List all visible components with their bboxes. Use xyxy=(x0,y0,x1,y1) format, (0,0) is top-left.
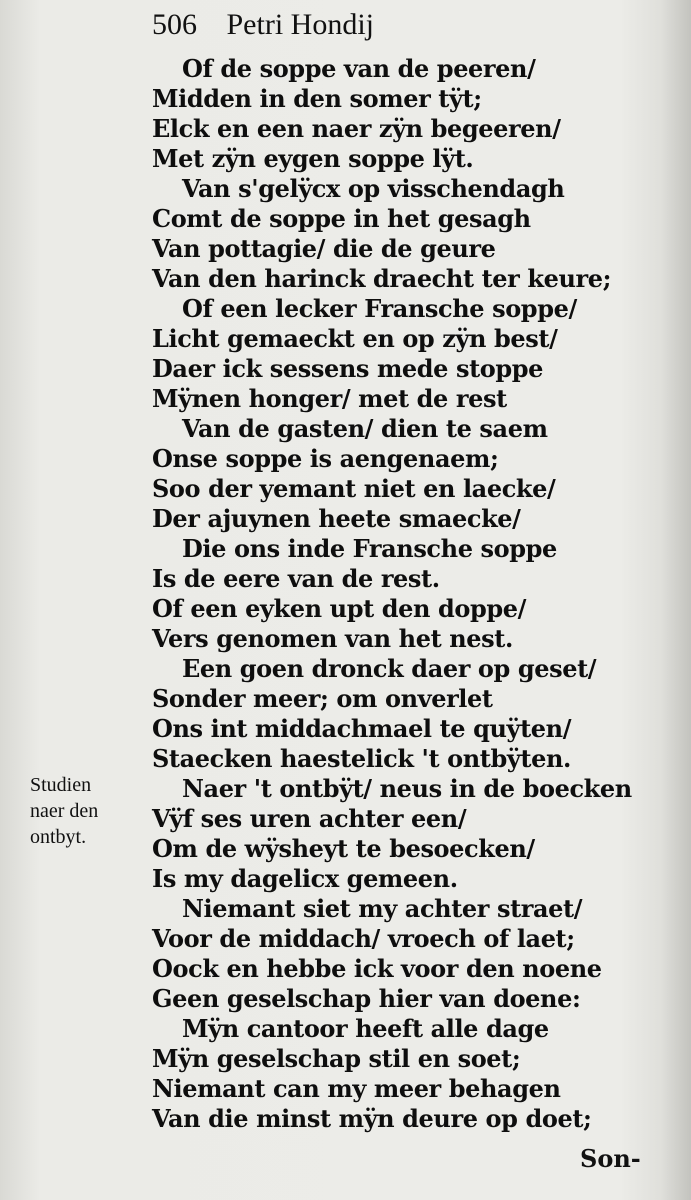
poem-line: Midden in den somer tÿt; xyxy=(152,84,482,113)
poem-line: Die ons inde Fransche soppe xyxy=(182,534,557,563)
poem-line: Staecken haestelick 't ontbÿten. xyxy=(152,744,571,773)
poem-line: Mÿnen honger/ met de rest xyxy=(152,384,507,413)
poem-line: Vers genomen van het nest. xyxy=(152,624,513,653)
poem-line: Voor de middach/ vroech of laet; xyxy=(152,924,575,953)
poem-line: Comt de soppe in het gesagh xyxy=(152,204,531,233)
poem-line: Vÿf ses uren achter een/ xyxy=(152,804,467,833)
poem-line: Ons int middachmael te quÿten/ xyxy=(152,714,572,743)
running-title: Petri Hondij xyxy=(226,8,374,41)
poem-line: Niemant can my meer behagen xyxy=(152,1074,561,1103)
page-header xyxy=(152,8,374,46)
poem-line: Of een lecker Fransche soppe/ xyxy=(182,294,577,323)
poem-line: Mÿn cantoor heeft alle dage xyxy=(182,1014,549,1043)
catchword: Son- xyxy=(580,1144,641,1173)
poem-line: Of de soppe van de peeren/ xyxy=(182,54,536,83)
poem-line: Elck en een naer zÿn begeeren/ xyxy=(152,114,561,143)
poem-line: Is de eere van de rest. xyxy=(152,564,440,593)
poem-line: Is my dagelicx gemeen. xyxy=(152,864,458,893)
poem-line: Met zÿn eygen soppe lÿt. xyxy=(152,144,474,173)
poem-line: Een goen dronck daer op geset/ xyxy=(182,654,597,683)
margin-note-line: ontbyt. xyxy=(30,826,87,848)
poem-line: Oock en hebbe ick voor den noene xyxy=(152,954,602,983)
poem-line: Daer ick sessens mede stoppe xyxy=(152,354,544,383)
poem-line: Naer 't ontbÿt/ neus in de boecken xyxy=(182,774,632,803)
page-edge-shadow xyxy=(661,0,691,1200)
poem-line: Der ajuynen heete smaecke/ xyxy=(152,504,521,533)
margin-note-line: Studien xyxy=(30,774,92,796)
poem-line: Geen geselschap hier van doene: xyxy=(152,984,581,1013)
poem-line: Mÿn geselschap stil en soet; xyxy=(152,1044,521,1073)
poem-line: Soo der yemant niet en laecke/ xyxy=(152,474,556,503)
poem-line: Van die minst mÿn deure op doet; xyxy=(152,1104,592,1133)
poem-line: Van s'gelÿcx op visschendagh xyxy=(182,174,565,203)
poem-line: Niemant siet my achter straet/ xyxy=(182,894,583,923)
poem-line: Licht gemaeckt en op zÿn best/ xyxy=(152,324,558,353)
poem-line: Van de gasten/ dien te saem xyxy=(182,414,548,443)
margin-note xyxy=(30,772,150,850)
page-number: 506 xyxy=(152,8,197,41)
margin-note-line: naer den xyxy=(30,800,99,822)
poem-line: Van den harinck draecht ter keure; xyxy=(152,264,612,293)
poem-line: Onse soppe is aengenaem; xyxy=(152,444,499,473)
poem-line: Om de wÿsheyt te besoecken/ xyxy=(152,834,535,863)
poem-line: Van pottagie/ die de geure xyxy=(152,234,496,263)
poem-line: Sonder meer; om onverlet xyxy=(152,684,493,713)
poem-text xyxy=(152,54,672,1134)
poem-line: Of een eyken upt den doppe/ xyxy=(152,594,526,623)
